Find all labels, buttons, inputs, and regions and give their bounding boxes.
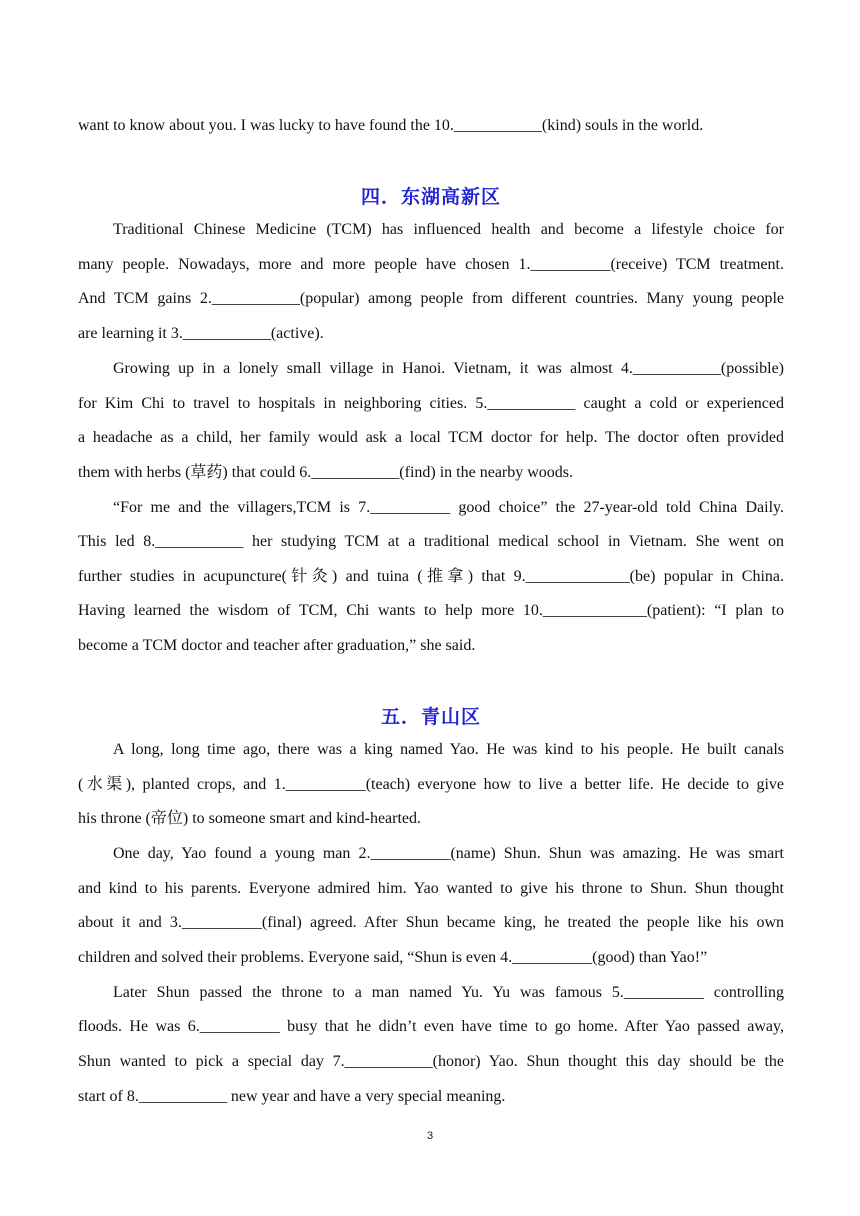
- paragraph-line: and kind to his parents. Everyone admired him. Yao wanted to give his throne to Shun. Shun thought: [78, 880, 784, 897]
- paragraph-line: further studies in acupuncture(针灸) and tuina (推拿) that 9._____________(be) popular in China.: [78, 568, 784, 585]
- paragraph-line: And TCM gains 2.___________(popular) among people from different countries. Many young people: [78, 290, 784, 307]
- paragraph-line: (水渠), planted crops, and 1.__________(teach) everyone how to live a better life. He decide to give: [78, 776, 784, 793]
- paragraph-line: Traditional Chinese Medicine (TCM) has influenced health and become a lifestyle choice for: [113, 221, 784, 238]
- paragraph-line: A long, long time ago, there was a king named Yao. He was kind to his people. He built canals: [113, 741, 784, 758]
- paragraph-line: start of 8.___________ new year and have a very special meaning.: [78, 1088, 506, 1105]
- paragraph-line: Having learned the wisdom of TCM, Chi wants to help more 10._____________(patient): “I plan to: [78, 602, 784, 619]
- paragraph-line: his throne (帝位) to someone smart and kind-hearted.: [78, 810, 422, 827]
- paragraph-line: children and solved their problems. Everyone said, “Shun is even 4.__________(good) than Yao!”: [78, 949, 708, 966]
- section-heading-donghu: 四．东湖高新区: [360, 186, 501, 208]
- page-number: 3: [426, 1130, 434, 1142]
- paragraph-line: This led 8.___________ her studying TCM at a traditional medical school in Vietnam. She went on: [78, 533, 784, 550]
- paragraph-line: “For me and the villagers,TCM is 7.__________ good choice” the 27-year-old told China Daily.: [113, 499, 784, 516]
- paragraph-line: become a TCM doctor and teacher after graduation,” she said.: [78, 637, 476, 654]
- paragraph-line: are learning it 3.___________(active).: [78, 325, 324, 342]
- paragraph-line: want to know about you. I was lucky to have found the 10.___________(kind) souls in the world.: [78, 117, 704, 134]
- section-heading-qingshan: 五．青山区: [380, 706, 481, 728]
- paragraph-line: One day, Yao found a young man 2.__________(name) Shun. Shun was amazing. He was smart: [113, 845, 784, 862]
- paragraph-line: many people. Nowadays, more and more people have chosen 1.__________(receive) TCM treatment.: [78, 256, 784, 273]
- paragraph-line: a headache as a child, her family would ask a local TCM doctor for help. The doctor often provided: [78, 429, 784, 446]
- paragraph-line: Growing up in a lonely small village in Hanoi. Vietnam, it was almost 4.___________(possible): [113, 360, 784, 377]
- paragraph-line: floods. He was 6.__________ busy that he didn’t even have time to go home. After Yao passed away,: [78, 1018, 784, 1035]
- paragraph-line: for Kim Chi to travel to hospitals in neighboring cities. 5.___________ caught a cold or experienced: [78, 395, 784, 412]
- paragraph-line: Later Shun passed the throne to a man named Yu. Yu was famous 5.__________ controlling: [113, 984, 784, 1001]
- paragraph-line: Shun wanted to pick a special day 7.___________(honor) Yao. Shun thought this day should be the: [78, 1053, 784, 1070]
- paragraph-line: about it and 3.__________(final) agreed. After Shun became king, he treated the people like his own: [78, 914, 784, 931]
- paragraph-line: them with herbs (草药) that could 6.___________(find) in the nearby woods.: [78, 464, 574, 481]
